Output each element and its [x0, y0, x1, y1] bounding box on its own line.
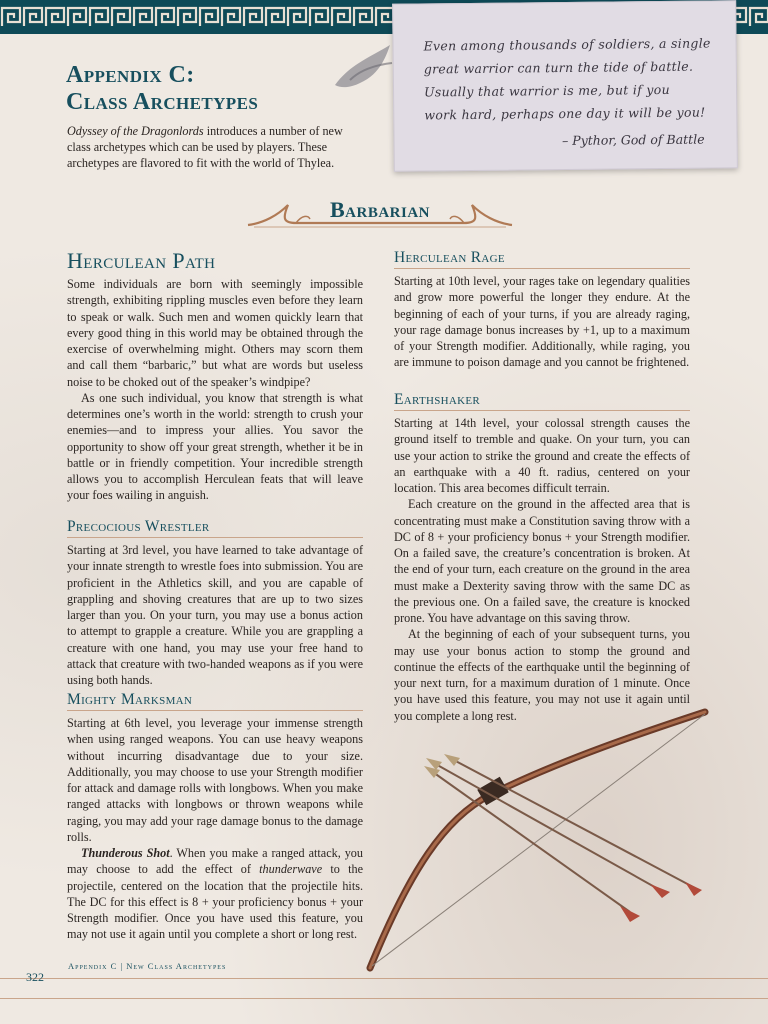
heading-rule	[67, 710, 363, 711]
quote-attribution: – Pythor, God of Battle	[561, 131, 705, 149]
quote-line: great warrior can turn the tide of battle.	[423, 58, 694, 77]
paragraph: Starting at 6th level, you leverage your immense strength when using ranged weapons. You can use heavy weapons without incurring disadvantage due to your size. Additionally, you may choose to use your Strength modifier for attack and damage rolls with longbows. When you make ranged attacks with longbows or thrown weapons while raging, you may add your rage damage bonus to the damage rolls.	[67, 716, 363, 844]
quote-line: work hard, perhaps one day it will be you!	[424, 104, 706, 123]
feature-heading-mighty-marksman: Mighty Marksman	[67, 691, 193, 708]
heading-rule	[394, 410, 690, 411]
paragraph: Some individuals are born with seemingly impossible strength, exhibiting rippling muscles even before they learn to speak or walk. Such men and women quickly learn that every good thing in this world may be obtained through the exercise of overwhelming might. Others may scorn them and call them “barbaric,” but what are words but useless noise to be choked out of the speaker’s windpipe?	[67, 277, 363, 389]
paragraph	[67, 845, 363, 943]
quote-text	[423, 31, 724, 126]
quote-line: Even among thousands of soldiers, a single	[423, 35, 711, 54]
feature-text-earthshaker	[394, 415, 690, 724]
appendix-title-line: Appendix C:	[66, 62, 195, 88]
feature-text-mighty-marksman	[67, 715, 363, 943]
footer-rule	[0, 978, 768, 979]
page-number: 322	[26, 970, 44, 984]
appendix-intro	[67, 123, 367, 172]
paragraph: At the beginning of each of your subsequent turns, you may use your bonus action to stomp the ground and continue the effects of the earthquake until the beginning of your next turn, for a maximum duration of 1 minute. Once you have used this feature, you may not use it again until you complete a long rest.	[394, 627, 690, 723]
appendix-title	[66, 62, 258, 116]
spell-name: thunderwave	[259, 862, 323, 877]
text-span: to the projectile, centered on the location that the projectile hits. The DC for this effect is 8 + your proficiency bonus + your Strength modifier. Once you have used this feature, you may not use it again until you complete a short or long rest.	[67, 862, 363, 942]
feature-heading-herculean-rage: Herculean Rage	[394, 249, 505, 266]
text-span: . When you make a ranged attack, you may choose to add the effect of	[67, 846, 363, 877]
paragraph: Starting at 10th level, your rages take on legendary qualities and grow more powerful the longer they endure. At the beginning of each of your turns, if you are already raging, your rage damage bonus increases by +1, up to a maximum of your Strength modifier. Additionally, while raging, you are immune to poison damage and you cannot be frightened.	[394, 274, 690, 370]
feature-text-herculean-rage	[394, 273, 690, 371]
thunderous-shot-label: Thunderous Shot	[81, 846, 170, 860]
class-title: Barbarian	[329, 197, 430, 222]
archetype-title: Herculean Path	[67, 248, 216, 273]
ink-splash-decoration	[330, 25, 400, 95]
appendix-title-line: Class Archetypes	[66, 89, 259, 115]
running-footer: Appendix C | New Class Archetypes	[68, 961, 227, 971]
paragraph: Starting at 14th level, your colossal strength causes the ground itself to tremble and quake. On your turn, you can use your action to strike the ground and create the effects of an earthquake with a 40 ft. radius, centered on your location. This area becomes difficult terrain.	[394, 416, 690, 495]
quote-line: Usually that warrior is me, but if you	[423, 81, 670, 100]
archetype-description	[67, 276, 363, 504]
bow-and-arrows-illustration	[350, 700, 720, 980]
class-banner	[244, 193, 516, 233]
heading-rule	[67, 537, 363, 538]
feature-heading-earthshaker: Earthshaker	[394, 391, 481, 408]
paragraph: Each creature on the ground in the affected area that is concentrating must make a Constitution saving throw with a DC of 8 + your proficiency bonus + your Strength modifier. On a failed save, the creature’s concentration is broken. At the end of your turn, each creature on the ground in the area must make a Dexterity saving throw with the same DC as the previous one. On a failed save, the creature is knocked prone. You have advantage on this saving throw.	[394, 497, 690, 625]
quote-note-card	[392, 0, 738, 172]
footer-rule	[0, 998, 768, 999]
feature-heading-precocious-wrestler: Precocious Wrestler	[67, 518, 210, 535]
paragraph: As one such individual, you know that strength is what determines one’s worth in the world: strength to crush your enemies—and to impress your allies. You savor the opportunity to show off your great strength, whether it be in battle or in friendly competition. Your incredible strength allows you to accomplish Herculean feats that will leave your foes wailing in anguish.	[67, 390, 363, 503]
book-title: Odyssey of the Dragonlords	[67, 124, 204, 138]
feature-text-precocious-wrestler	[67, 542, 363, 688]
paragraph: Starting at 3rd level, you have learned to take advantage of your innate strength to wrestle foes into submission. You are proficient in the Athletics skill, and you are capable of grappling and shoving creatures that are up to two sizes larger than you. On your turn, you may use a bonus action to attempt to grapple a creature. While you are grappling a creature with one hand, you may use your free hand to attack that creature with two-handed weapons as if you were using both hands.	[67, 543, 363, 687]
intro-text: introduces a number of new class archetypes which can be used by players. These archetypes are flavored to fit with the world of Thylea.	[67, 124, 343, 171]
heading-rule	[394, 268, 690, 269]
